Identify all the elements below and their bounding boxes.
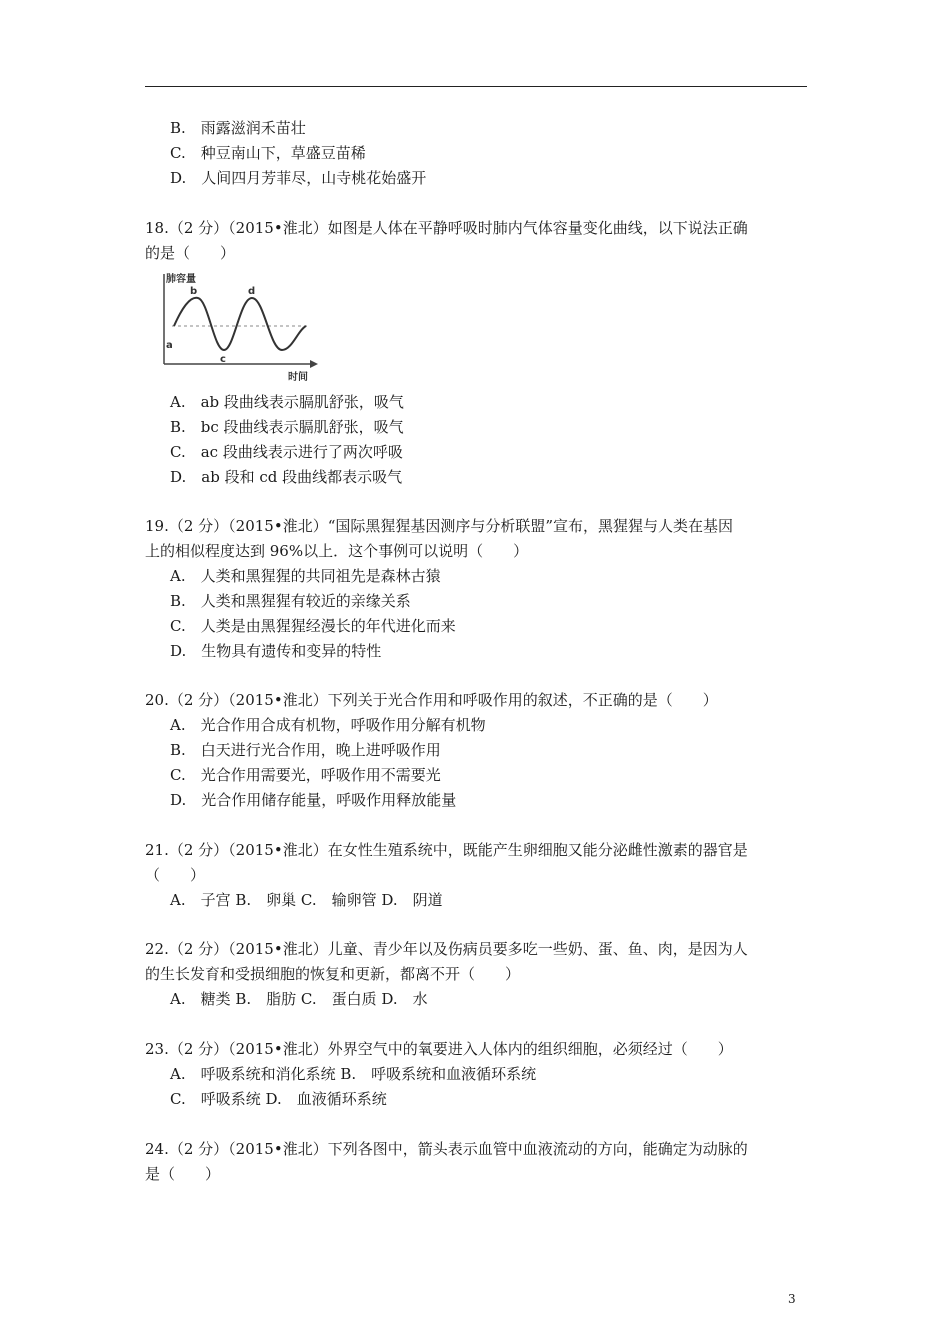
- x-axis-label: 时间: [288, 372, 308, 383]
- q18-stem-line2: 的是（ ）: [145, 244, 236, 262]
- q20-option-d: D. 光合作用储存能量，呼吸作用释放能量: [170, 791, 457, 809]
- q23-options-line1: A. 呼吸系统和消化系统 B. 呼吸系统和血液循环系统: [170, 1065, 537, 1083]
- header-rule: [145, 86, 807, 87]
- q21-stem-line2: （ ）: [145, 866, 206, 884]
- q18-option-b: B. bc 段曲线表示膈肌舒张，吸气: [170, 418, 404, 436]
- volume-curve: [174, 298, 306, 350]
- q18-option-d: D. ab 段和 cd 段曲线都表示吸气: [170, 468, 403, 486]
- q17-option-b: B. 雨露滋润禾苗壮: [170, 119, 306, 137]
- q24-stem-line2: 是（ ）: [145, 1165, 221, 1183]
- q18-stem-line1: 18.（2 分）（2015•淮北）如图是人体在平静呼吸时肺内气体容量变化曲线，以下说法正确: [145, 219, 748, 237]
- q21-stem-line1: 21.（2 分）（2015•淮北）在女性生殖系统中，既能产生卵细胞又能分泌雌性激素的器官是: [145, 841, 748, 859]
- q23-options-line2: C. 呼吸系统 D. 血液循环系统: [170, 1090, 387, 1108]
- q20-option-a: A. 光合作用合成有机物，呼吸作用分解有机物: [170, 716, 486, 734]
- lung-volume-svg: [160, 268, 320, 384]
- q19-option-d: D. 生物具有遗传和变异的特性: [170, 642, 382, 660]
- q18-option-c: C. ac 段曲线表示进行了两次呼吸: [170, 443, 403, 461]
- page-number: 3: [788, 1292, 796, 1306]
- q22-stem-line2: 的生长发育和受损细胞的恢复和更新，都离不开（ ）: [145, 965, 521, 983]
- q22-options: A. 糖类 B. 脂肪 C. 蛋白质 D. 水: [170, 990, 428, 1008]
- q20-option-b: B. 白天进行光合作用，晚上进呼吸作用: [170, 741, 441, 759]
- q21-options: A. 子宫 B. 卵巢 C. 输卵管 D. 阴道: [170, 891, 443, 909]
- point-label-a: a: [166, 340, 173, 351]
- q19-option-b: B. 人类和黑猩猩有较近的亲缘关系: [170, 592, 411, 610]
- q23-stem-line1: 23.（2 分）（2015•淮北）外界空气中的氧要进入人体内的组织细胞，必须经过（ ）: [145, 1040, 733, 1058]
- x-axis-arrow: [310, 360, 318, 368]
- q17-option-d: D. 人间四月芳菲尽，山寺桃花始盛开: [170, 169, 427, 187]
- y-axis-label: 肺容量: [166, 274, 196, 285]
- lung-volume-graph: [160, 268, 320, 384]
- q20-stem-line1: 20.（2 分）（2015•淮北）下列关于光合作用和呼吸作用的叙述，不正确的是（ ）: [145, 691, 718, 709]
- point-label-d: d: [248, 286, 256, 297]
- q19-option-a: A. 人类和黑猩猩的共同祖先是森林古猿: [170, 567, 441, 585]
- point-label-b: b: [190, 286, 198, 297]
- q19-stem-line1: 19.（2 分）（2015•淮北）“国际黑猩猩基因测序与分析联盟”宣布，黑猩猩与人类在基因: [145, 517, 734, 535]
- q24-stem-line1: 24.（2 分）（2015•淮北）下列各图中，箭头表示血管中血液流动的方向，能确定为动脉的: [145, 1140, 748, 1158]
- q20-option-c: C. 光合作用需要光，呼吸作用不需要光: [170, 766, 441, 784]
- q22-stem-line1: 22.（2 分）（2015•淮北）儿童、青少年以及伤病员要多吃一些奶、蛋、鱼、肉，是因为人: [145, 940, 748, 958]
- q18-option-a: A. ab 段曲线表示膈肌舒张，吸气: [170, 393, 404, 411]
- point-label-c: c: [220, 354, 226, 365]
- q19-stem-line2: 上的相似程度达到 96%以上．这个事例可以说明（ ）: [145, 542, 529, 560]
- q19-option-c: C. 人类是由黑猩猩经漫长的年代进化而来: [170, 617, 456, 635]
- q17-option-c: C. 种豆南山下，草盛豆苗稀: [170, 144, 366, 162]
